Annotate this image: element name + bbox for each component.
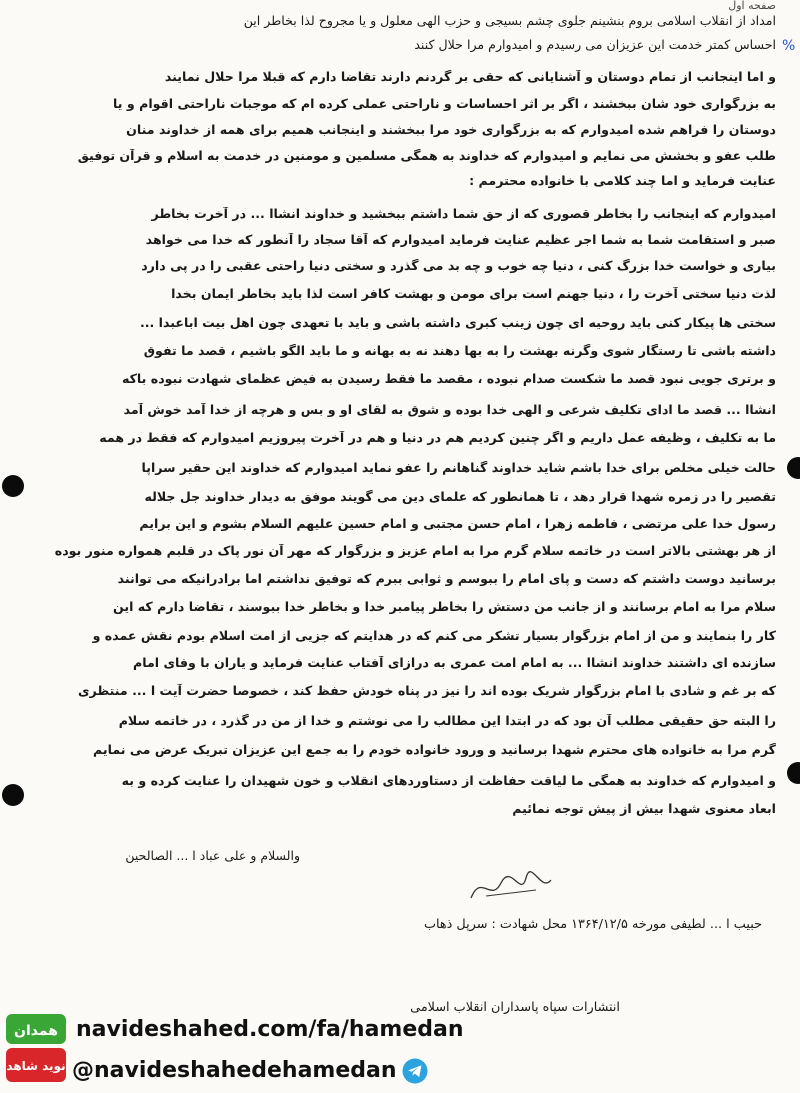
body-line: و برتری جویی نبود قصد ما شکست صدام نبوده ، مقصد ما فقط رسیدن به فیض عظمای شهادت نبوده باکه — [121, 372, 776, 386]
body-line: تقصیر را در زمره شهدا قرار دهد ، تا همانطور که علمای دین می گویند موفق به دیدار خداوند جل جلاله — [144, 490, 776, 504]
header-line: امداد از انقلاب اسلامی بروم بنشینم جلوی چشم بسیجی و حزب الهی معلول و یا مجروح لذا بخاطر این — [243, 14, 776, 28]
body-line: طلب عفو و بخشش می نمایم و امیدوارم که خداوند به همگی مسلمین و مومنین در خدمت به اسلام و قرآن توفیق — [77, 149, 776, 163]
body-line: را البته حق حقیقی مطلب آن بود که در ابتدا این مطالب را می نوشتم و خدا از من در گذرد ، در خاتمه سلام — [118, 714, 776, 728]
telegram-icon — [402, 1058, 428, 1084]
author-date-line: حبیب ا ... لطیفی مورخه ۱۳۶۴/۱۲/۵ محل شهادت : سرپل ذهاب — [423, 917, 762, 932]
body-line: داشته باشی تا رستگار شوی وگرنه بهشت را به بها دهند نه به بهانه و ما باید الگو باشیم ، قصد ما تفوق — [143, 344, 776, 358]
body-line: صبر و استقامت شما به شما اجر عظیم عنایت فرماید امیدوارم که آقا سجاد را آنطور که خدا می خواهد — [145, 233, 776, 247]
body-line: رسول خدا علی مرتضی ، فاطمه زهرا ، امام حسن مجتبی و امام حسین علیهم السلام بشوم و این برایم — [139, 517, 776, 531]
body-line: سازنده ای داشتند خداوند انشاا ... به امام امت عمری به درازای آفتاب عنایت فرماید و یاران با وفای امام — [133, 656, 776, 670]
body-line: سختی ها پیکار کنی باید روحیه ای چون زینب کبری داشته باشی و باید با تعهدی چون اهل بیت اباعبدا ... — [139, 316, 776, 330]
body-line: از هر بهشتی بالاتر است در خاتمه سلام گرم مرا به امام عزیز و بزرگوار که مهر آن نور پاک در قلبم همواره منور بوده — [54, 544, 776, 558]
body-line: لذت دنیا سختی آخرت را ، دنیا جهنم است برای مومن و بهشت کافر است لذا باید بخاطر ایمان بخدا — [171, 287, 776, 301]
body-line: دوستان را فراهم شده امیدوارم که به بزرگواری خود مرا ببخشند و اینجانب همیم برای همه از خداوند منان — [126, 123, 776, 137]
navideshahed-logo-icon — [4, 1010, 68, 1086]
margin-mark: % — [782, 38, 796, 54]
punch-hole — [2, 784, 24, 806]
punch-hole — [787, 457, 800, 479]
publisher-line: انتشارات سپاه پاسداران انقلاب اسلامی — [410, 1000, 620, 1015]
body-line: که بر غم و شادی با امام بزرگوار شریک بوده اند را نیز در پناه خودش حفظ کند ، خصوصا حضرت آیت ا ... منتظری — [78, 684, 776, 698]
punch-hole — [787, 762, 800, 784]
signature-icon — [466, 868, 556, 908]
closing-salutation: والسلام و علی عباد ا ... الصالحین — [125, 848, 300, 863]
body-line: انشاا ... قصد ما ادای تکلیف شرعی و الهی خدا بوده و شوق به لقای او و بس و هرچه از خدا آمد خوش آمد — [123, 403, 776, 417]
body-line: برسانید دوست داشتم که دست و پای امام را ببوسم و ثوابی ببرم که توفیق نداشتم اما برادرانیکه می توانند — [117, 572, 776, 586]
header-line: صفحه اول — [728, 0, 776, 12]
body-line: ما به تکلیف ، وظیفه عمل داریم و اگر چنین کردیم هم در دنیا و هم در آخرت پیروزیم امیدوارم که فقط در همه — [99, 431, 776, 445]
body-line: و امیدوارم که خداوند به همگی ما لیاقت حفاظت از دستاوردهای انقلاب و خون شهیدان را عنایت کرده و به — [121, 774, 776, 788]
logo-text-top: همدان — [14, 1023, 58, 1039]
watermark-url: navideshahed.com/fa/hamedan — [76, 1017, 464, 1042]
body-line: کار را بنمایند و من از امام بزرگوار بسیار تشکر می کنم که در هدایتم که جزیی از امت اسلام بودم نقش عمده و — [92, 629, 776, 643]
logo-text-bottom: نوید شاهد — [6, 1059, 66, 1073]
body-line: سلام مرا به امام برسانند و از جانب من دستش را بخاطر پیامبر خدا و بخاطر خدا ببوسند ، تقاضا دارم که این — [113, 600, 776, 614]
body-line: امیدوارم که اینجانب را بخاطر قصوری که از حق شما داشتم ببخشید و خداوند انشاا ... در آخرت بخاطر — [151, 207, 776, 221]
body-line: بیاری و خواست خدا بزرگ کنی ، دنیا چه خوب و چه بد می گذرد و سختی دنیا راحتی عقبی را در پی دارد — [141, 259, 776, 273]
header-line: احساس کمتر خدمت این عزیزان می رسیدم و امیدوارم مرا حلال کنند — [414, 38, 776, 52]
body-line: به بزرگواری خود شان ببخشند ، اگر بر اثر احساسات و ناراحتی عملی کرده ام که موجبات ناراحتی اقوام و یا — [113, 97, 776, 111]
body-line: حالت خیلی مخلص برای خدا باشم شاید خداوند گناهانم را عفو نماید امیدوارم که خداوند این حقیر سراپا — [141, 461, 776, 475]
punch-hole — [2, 475, 24, 497]
body-line: ابعاد معنوی شهدا بیش از پیش توجه نمائیم — [512, 802, 776, 816]
body-line: عنایت فرماید و اما چند کلامی با خانواده محترمم : — [469, 174, 776, 188]
body-line: و اما اینجانب از تمام دوستان و آشنایانی که حقی بر گردنم دارند تقاضا دارم که قبلا مرا حلال نمایند — [164, 70, 776, 84]
watermark-handle: @navideshahedehamedan — [72, 1058, 397, 1083]
body-line: گرم مرا به خانواده های محترم شهدا برسانید و ورود خانواده خودم را به جمع این عزیزان تبریک عرض می نمایم — [93, 743, 776, 757]
